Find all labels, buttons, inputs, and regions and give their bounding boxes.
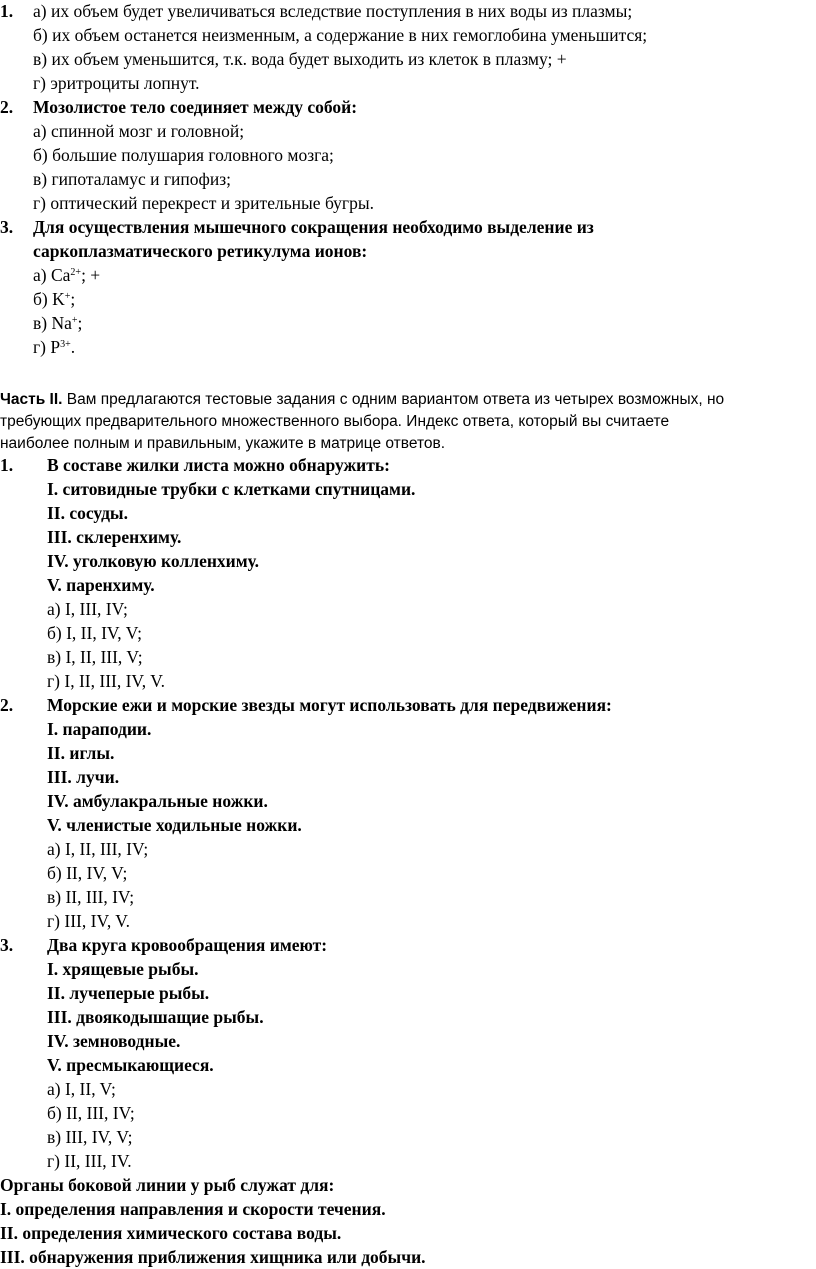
ion-charge: +: [64, 291, 71, 302]
answer-option: в) Na+;: [33, 313, 83, 333]
question-text: Два круга кровообращения имеют:: [47, 935, 328, 955]
answer-option: а) I, II, III, IV;: [47, 839, 149, 859]
section-intro: требующих предварительного множественного выбора. Индекс ответа, который вы считаете: [0, 413, 670, 430]
choice-item: I. параподии.: [47, 719, 152, 739]
choice-item: III. обнаружения приближения хищника или добычи.: [0, 1247, 426, 1267]
choice-item: V. членистые ходильные ножки.: [47, 815, 302, 835]
answer-option: в) I, II, III, V;: [47, 647, 143, 667]
answer-option: б) K+;: [33, 289, 76, 309]
choice-item: III. склеренхиму.: [47, 527, 182, 547]
choice-item: II. определения химического состава воды.: [0, 1223, 342, 1243]
choice-item: I. определения направления и скорости течения.: [0, 1199, 386, 1219]
answer-option: б) II, IV, V;: [47, 863, 128, 883]
choice-item: III. двоякодышащие рыбы.: [47, 1007, 264, 1027]
choice-item: V. пресмыкающиеся.: [47, 1055, 214, 1075]
question-number: 3.: [0, 217, 14, 237]
answer-option: а) их объем будет увеличиваться вследствие поступления в них воды из плазмы;: [33, 1, 633, 21]
answer-option: г) I, II, III, IV, V.: [47, 671, 165, 691]
question-number: 1.: [0, 455, 14, 475]
choice-item: V. паренхиму.: [47, 575, 155, 595]
answer-option: б) большие полушария головного мозга;: [33, 145, 334, 165]
ion-charge: 3+: [60, 339, 71, 350]
section-intro: Часть II. Вам предлагаются тестовые задания с одним вариантом ответа из четырех возможных, но: [0, 391, 725, 408]
choice-item: IV. уголковую колленхиму.: [47, 551, 260, 571]
section-intro: наиболее полным и правильным, укажите в матрице ответов.: [0, 435, 446, 452]
question-text: саркоплазматического ретикулума ионов:: [33, 241, 368, 261]
answer-option: б) их объем останется неизменным, а содержание в них гемоглобина уменьшится;: [33, 25, 648, 45]
answer-option: б) I, II, IV, V;: [47, 623, 142, 643]
answer-option: в) II, III, IV;: [47, 887, 135, 907]
question-text: Для осуществления мышечного сокращения необходимо выделение из: [33, 217, 594, 237]
answer-option: г) оптический перекрест и зрительные бугры.: [33, 193, 374, 213]
answer-option: г) $P^{3+}$.: [33, 337, 76, 357]
answer-option: а) I, III, IV;: [47, 599, 128, 619]
choice-item: II. сосуды.: [47, 503, 128, 523]
choice-item: II. иглы.: [47, 743, 115, 763]
question-number: 2.: [0, 695, 14, 715]
answer-option: а) I, II, V;: [47, 1079, 116, 1099]
answer-option: а) спинной мозг и головной;: [33, 121, 245, 141]
answer-option: а) $Ca^{2+}$; +: [33, 265, 101, 285]
question-number: 1.: [0, 1, 14, 21]
ion-charge: 2+: [70, 267, 82, 278]
question-text: Мозолистое тело соединяет между собой:: [33, 97, 358, 117]
answer-option: в) их объем уменьшится, т.к. вода будет выходить из клеток в плазму; +: [33, 49, 567, 69]
question-number: 3.: [0, 935, 14, 955]
answer-option: г) III, IV, V.: [47, 911, 131, 931]
answer-option: г) II, III, IV.: [47, 1151, 132, 1171]
question-text: В составе жилки листа можно обнаружить:: [47, 455, 390, 475]
answer-option: в) III, IV, V;: [47, 1127, 133, 1147]
ion-charge: +: [71, 315, 78, 326]
answer-option: г) эритроциты лопнут.: [33, 73, 200, 93]
choice-item: II. лучеперые рыбы.: [47, 983, 210, 1003]
answer-option: в) гипоталамус и гипофиз;: [33, 169, 232, 189]
answer-option: б) II, III, IV;: [47, 1103, 135, 1123]
choice-item: I. ситовидные трубки с клетками спутницами.: [47, 479, 416, 499]
choice-item: III. лучи.: [47, 767, 120, 787]
section-heading: Часть II.: [0, 391, 63, 408]
choice-item: I. хрящевые рыбы.: [47, 959, 199, 979]
question-text: Органы боковой линии у рыб служат для:: [0, 1175, 335, 1195]
question-text: Морские ежи и морские звезды могут использовать для передвижения:: [47, 695, 612, 715]
choice-item: IV. амбулакральные ножки.: [47, 791, 268, 811]
choice-item: IV. земноводные.: [47, 1031, 181, 1051]
question-number: 2.: [0, 97, 14, 117]
